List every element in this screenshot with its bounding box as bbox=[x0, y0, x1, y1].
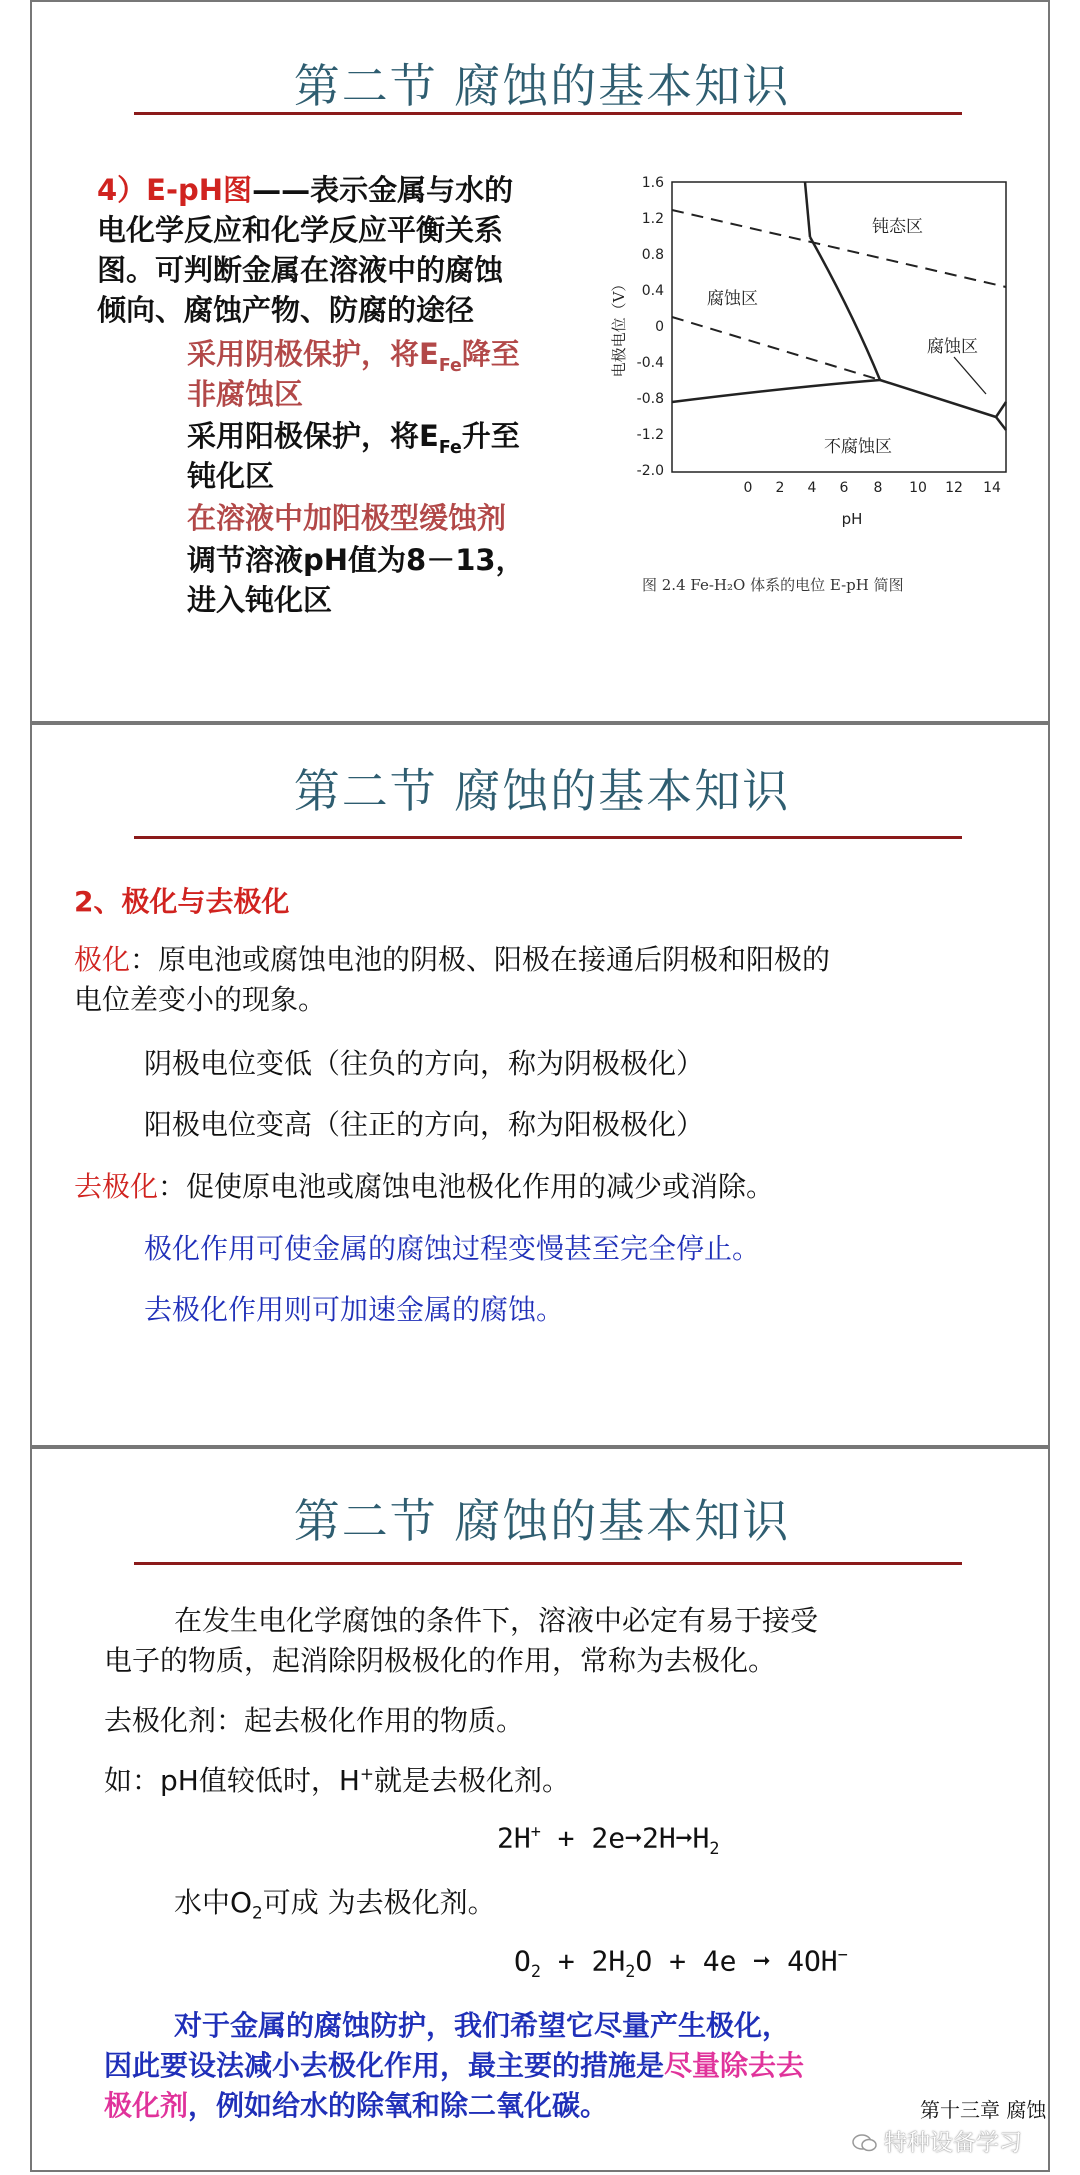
equation-oxygen bbox=[514, 1944, 848, 1981]
chapter-footer: 第十三章 腐蚀 bbox=[920, 2098, 1047, 2122]
region-passive-label: 钝态区 bbox=[872, 217, 923, 237]
label-pointer bbox=[954, 357, 986, 394]
text: 如：pH值较低时，H bbox=[104, 1764, 360, 1797]
conclusion-line bbox=[104, 2044, 804, 2084]
method-ph-cont: 进入钝化区 bbox=[187, 583, 333, 617]
y-tick: 0 bbox=[655, 319, 664, 335]
title-divider bbox=[134, 836, 962, 839]
section-heading: 2、极化与去极化 bbox=[74, 885, 290, 918]
text: 降至 bbox=[461, 337, 520, 371]
y-axis-label: 电极电位（V） bbox=[610, 276, 628, 378]
plot-frame bbox=[672, 182, 1006, 472]
y-tick: 1.2 bbox=[641, 211, 664, 227]
slide-3 bbox=[30, 1447, 1050, 2172]
paragraph-line: 在发生电化学腐蚀的条件下，溶液中必定有易于接受 bbox=[174, 1604, 819, 1637]
boundary-line bbox=[805, 182, 810, 237]
method-cathodic-protection bbox=[187, 332, 520, 376]
x-tick: 8 bbox=[873, 480, 883, 496]
paragraph-line: 电子的物质，起消除阴极极化的作用，常称为去极化。 bbox=[104, 1644, 777, 1677]
example-line bbox=[104, 1759, 570, 1799]
superscript: + bbox=[530, 1821, 541, 1841]
slide-2 bbox=[30, 723, 1050, 1447]
body-line: 倾向、腐蚀产物、防腐的途径 bbox=[97, 293, 475, 327]
boundary-line bbox=[996, 402, 1006, 417]
text: ，例如给水的除氧和除二氧化碳。 bbox=[188, 2089, 609, 2122]
definition-text: ：促使原电池或腐蚀电池极化作用的减少或消除。 bbox=[158, 1170, 775, 1203]
text: 可成 为去极化剂。 bbox=[262, 1886, 496, 1919]
region-immune-label: 不腐蚀区 bbox=[824, 437, 892, 457]
text: 采用阴极保护，将E bbox=[187, 337, 439, 371]
heading-prefix: 4）E-pH图 bbox=[97, 173, 253, 207]
conclusion-line: 对于金属的腐蚀防护，我们希望它尽量产生极化， bbox=[174, 2009, 791, 2042]
method-ph: 调节溶液pH值为8－13， bbox=[187, 543, 525, 577]
definition-depolarization bbox=[74, 1165, 774, 1205]
x-tick: 14 bbox=[983, 480, 1001, 496]
method-cathodic-protection-cont: 非腐蚀区 bbox=[187, 377, 304, 411]
subscript: 2 bbox=[530, 1960, 541, 1981]
depolarizer-definition: 去极化剂：起去极化作用的物质。 bbox=[104, 1704, 525, 1737]
y-tick: -1.2 bbox=[636, 427, 664, 443]
region-corrosion-label: 腐蚀区 bbox=[927, 337, 978, 357]
conclusion-line bbox=[104, 2084, 608, 2124]
x-tick: 12 bbox=[945, 480, 963, 496]
text: 升至 bbox=[461, 419, 520, 453]
text: 水中O bbox=[174, 1886, 253, 1919]
text: 采用阳极保护，将E bbox=[187, 419, 439, 453]
cathode-polarization: 阴极电位变低（往负的方向，称为阴极极化） bbox=[144, 1047, 705, 1080]
y-tick: 0.8 bbox=[641, 247, 664, 263]
text: O + 4e ➞ 4OH bbox=[635, 1944, 838, 1978]
body-line: 电化学反应和化学反应平衡关系 bbox=[97, 213, 504, 247]
title-divider bbox=[134, 112, 962, 115]
oxygen-line bbox=[174, 1881, 496, 1923]
highlight-text: 极化剂 bbox=[104, 2089, 189, 2122]
x-tick: 4 bbox=[807, 480, 817, 496]
region-corrosion-label: 腐蚀区 bbox=[707, 289, 758, 309]
heading-rest: ——表示金属与水的 bbox=[252, 173, 514, 207]
figure-caption: 图 2.4 Fe-H₂O 体系的电位 E-pH 简图 bbox=[642, 576, 904, 594]
y-tick: 1.6 bbox=[641, 175, 664, 191]
subscript: 2 bbox=[252, 1902, 263, 1923]
e-ph-diagram bbox=[602, 162, 1042, 622]
slide-1 bbox=[30, 0, 1050, 723]
title-divider bbox=[134, 1562, 962, 1565]
superscript: − bbox=[837, 1944, 848, 1964]
definition-text: ：原电池或腐蚀电池的阴极、阳极在接通后阴极和阳极的 bbox=[130, 943, 831, 976]
x-tick: 2 bbox=[775, 480, 785, 496]
y-tick: -2.0 bbox=[636, 463, 664, 479]
wechat-icon bbox=[852, 2133, 878, 2153]
superscript: + bbox=[359, 1763, 374, 1784]
subscript: Fe bbox=[438, 437, 462, 458]
oxygen-line bbox=[672, 210, 1006, 287]
boundary-line bbox=[810, 237, 880, 380]
e-ph-diagram-svg bbox=[602, 162, 1042, 622]
x-tick: 0 bbox=[743, 480, 753, 496]
term: 极化 bbox=[74, 943, 131, 976]
text: + 2H bbox=[540, 1944, 626, 1978]
y-tick: -0.8 bbox=[636, 391, 664, 407]
method-anodic-protection-cont: 钝化区 bbox=[187, 459, 275, 493]
note-polarization: 极化作用可使金属的腐蚀过程变慢甚至完全停止。 bbox=[144, 1232, 761, 1265]
text: + 2e➞2H➞H bbox=[540, 1821, 710, 1855]
text: 因此要设法减小去极化作用，最主要的措施是 bbox=[104, 2049, 665, 2082]
note-depolarization: 去极化作用则可加速金属的腐蚀。 bbox=[144, 1293, 565, 1326]
heading-line bbox=[97, 168, 513, 209]
subscript: Fe bbox=[438, 355, 462, 376]
x-tick: 6 bbox=[839, 480, 849, 496]
text: 就是去极化剂。 bbox=[373, 1764, 570, 1797]
subscript: 2 bbox=[709, 1837, 720, 1858]
equation-hydrogen bbox=[497, 1821, 720, 1858]
boundary-line bbox=[672, 380, 880, 402]
term: 去极化 bbox=[74, 1170, 159, 1203]
definition-cont: 电位差变小的现象。 bbox=[74, 983, 327, 1016]
subscript: 2 bbox=[625, 1960, 636, 1981]
y-tick: 0.4 bbox=[641, 283, 664, 299]
definition-polarization bbox=[74, 938, 830, 978]
anode-polarization: 阳极电位变高（往正的方向，称为阳极极化） bbox=[144, 1108, 705, 1141]
watermark bbox=[852, 2124, 1022, 2157]
x-axis-label: pH bbox=[841, 510, 863, 528]
slide-title: 第二节 腐蚀的基本知识 bbox=[293, 764, 791, 818]
boundary-line bbox=[996, 417, 1006, 430]
hydrogen-line bbox=[672, 317, 880, 380]
highlight-text: 尽量除去去 bbox=[664, 2049, 805, 2082]
text: 2H bbox=[497, 1821, 531, 1855]
x-tick: 10 bbox=[909, 480, 927, 496]
text: O bbox=[514, 1944, 531, 1978]
watermark-text: 特种设备学习 bbox=[884, 2130, 1022, 2156]
slide-title: 第二节 腐蚀的基本知识 bbox=[293, 1494, 791, 1548]
method-anodic-protection bbox=[187, 414, 520, 458]
method-inhibitor: 在溶液中加阳极型缓蚀剂 bbox=[187, 501, 507, 535]
body-line: 图。可判断金属在溶液中的腐蚀 bbox=[97, 253, 504, 287]
y-tick: -0.4 bbox=[636, 355, 664, 371]
slide-title: 第二节 腐蚀的基本知识 bbox=[293, 59, 791, 113]
